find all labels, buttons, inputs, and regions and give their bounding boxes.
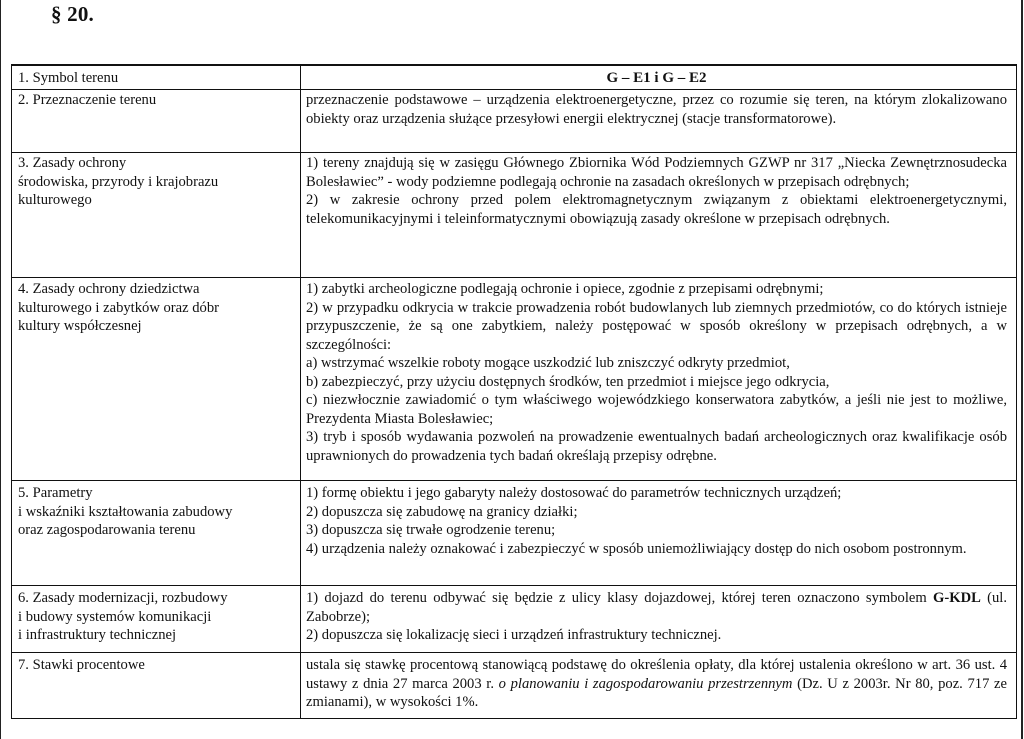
label-line: kulturowego bbox=[18, 192, 92, 208]
table-row bbox=[12, 481, 1017, 586]
label-line: 5. Parametry bbox=[18, 485, 93, 501]
rate-text: (Dz. U z 2003r. Nr 80, poz. 717 ze zmianami), w wysokości 1%. bbox=[306, 675, 1007, 710]
terrain-symbol: G – E1 i G – E2 bbox=[301, 65, 1017, 90]
zoning-table bbox=[11, 64, 1017, 719]
label-line: 3. Zasady ochrony bbox=[18, 155, 127, 171]
table-row bbox=[12, 278, 1017, 481]
row-value bbox=[301, 481, 1017, 586]
list-item: 1) formę obiektu i jego gabaryty należy dostosować do parametrów technicznych urządzeń; bbox=[306, 485, 842, 501]
row-label bbox=[12, 586, 301, 653]
table-row bbox=[12, 153, 1017, 278]
row-value bbox=[301, 653, 1017, 719]
list-item: c) niezwłocznie zawiadomić o tym właściwego wojewódzkiego konserwatora zabytków, a jeśli nie jest to możliwe, Prezydenta Miasta Bolesławiec; bbox=[306, 392, 1007, 427]
table-row bbox=[12, 653, 1017, 719]
list-item: 2) w zakresie ochrony przed polem elektromagnetycznym związanym z obiektami elektroenergetycznymi, telekomunikacyjnymi i teleinformatycznymi obowiązują zasady określone w przepisach odrębnych. bbox=[306, 192, 1007, 227]
label-line: kulturowego i zabytków oraz dóbr bbox=[18, 299, 220, 316]
row-value bbox=[301, 586, 1017, 653]
item-text: (ul. Zabobrze); bbox=[306, 590, 1007, 625]
table-row bbox=[12, 90, 1017, 153]
list-item: a) wstrzymać wszelkie roboty mogące uszkodzić lub zniszczyć odkryty przedmiot, bbox=[306, 355, 790, 371]
row-value bbox=[301, 278, 1017, 481]
row-label: 2. Przeznaczenie terenu bbox=[12, 90, 301, 153]
label-line: kultury współczesnej bbox=[18, 318, 142, 334]
list-item: 2) dopuszcza się lokalizację sieci i urządzeń infrastruktury technicznej. bbox=[306, 627, 722, 643]
row-label bbox=[12, 278, 301, 481]
label-line: środowiska, przyrody i krajobrazu bbox=[18, 173, 219, 190]
row-label: 1. Symbol terenu bbox=[12, 65, 301, 90]
list-item: 1) zabytki archeologiczne podlegają ochronie i opiece, zgodnie z przepisami odrębnymi; bbox=[306, 281, 824, 297]
kdl-symbol: G-KDL bbox=[933, 590, 981, 606]
row-value: przeznaczenie podstawowe – urządzenia elektroenergetyczne, przez co rozumie się teren, na którym zlokalizowano obiekty oraz urządzenia służące przesyłowi energii elektrycznej (stacje transformatorowe). bbox=[301, 90, 1017, 153]
row-label bbox=[12, 153, 301, 278]
page-border-right bbox=[1021, 0, 1023, 739]
label-line: i wskaźniki kształtowania zabudowy bbox=[18, 503, 233, 520]
label-line: 6. Zasady modernizacji, rozbudowy bbox=[18, 590, 228, 606]
list-item bbox=[306, 589, 1007, 626]
rate-text: ustala się stawkę procentową stanowiącą podstawę do określenia opłaty, dla której ustalenia określono w art. 36 ust. 4 ustawy z dnia 27 marca 2003 r. bbox=[306, 657, 1007, 692]
item-text: 1) dojazd do terenu odbywać się będzie z ulicy klasy dojazdowej, której teren oznaczono symbolem bbox=[306, 590, 934, 606]
label-line: i budowy systemów komunikacji bbox=[18, 608, 212, 625]
row-label bbox=[12, 481, 301, 586]
list-item: 2) dopuszcza się zabudowę na granicy działki; bbox=[306, 503, 578, 520]
row-label: 7. Stawki procentowe bbox=[12, 653, 301, 719]
label-line: 4. Zasady ochrony dziedzictwa bbox=[18, 281, 200, 297]
page-border-left bbox=[0, 0, 1, 739]
list-item: 1) tereny znajdują się w zasięgu Głównego Zbiornika Wód Podziemnych GZWP nr 317 „Niecka Zewnętrznosudecka Bolesławiec” - wody podziemne podlegają ochronie na zasadach określonych w przepisach odrębnych; bbox=[306, 155, 1007, 190]
list-item: 3) dopuszcza się trwałe ogrodzenie terenu; bbox=[306, 522, 556, 538]
label-line: oraz zagospodarowania terenu bbox=[18, 522, 196, 538]
section-heading: § 20. bbox=[51, 2, 94, 26]
list-item: 4) urządzenia należy oznakować i zabezpieczyć w sposób uniemożliwiający dostęp do nich osobom postronnym. bbox=[306, 540, 967, 557]
list-item: 3) tryb i sposób wydawania pozwoleń na prowadzenie ewentualnych badań archeologicznych oraz kwalifikacje osób uprawnionych do prowadzenia tych badań określają przepisy odrębne. bbox=[306, 429, 1007, 464]
table-row bbox=[12, 65, 1017, 90]
table-row bbox=[12, 586, 1017, 653]
row-value bbox=[301, 153, 1017, 278]
label-line: i infrastruktury technicznej bbox=[18, 627, 177, 643]
list-item: b) zabezpieczyć, przy użyciu dostępnych środków, ten przedmiot i miejsce jego odkrycia, bbox=[306, 373, 830, 390]
act-title: o planowaniu i zagospodarowaniu przestrzennym bbox=[498, 675, 793, 692]
list-item: 2) w przypadku odkrycia w trakcie prowadzenia robót budowlanych lub ziemnych przedmiotów, co do których istnieje przypuszczenie, że są one zabytkiem, należy postępować w sposób określony w przepisach odrębnych, a w szczególności: bbox=[306, 299, 1007, 353]
